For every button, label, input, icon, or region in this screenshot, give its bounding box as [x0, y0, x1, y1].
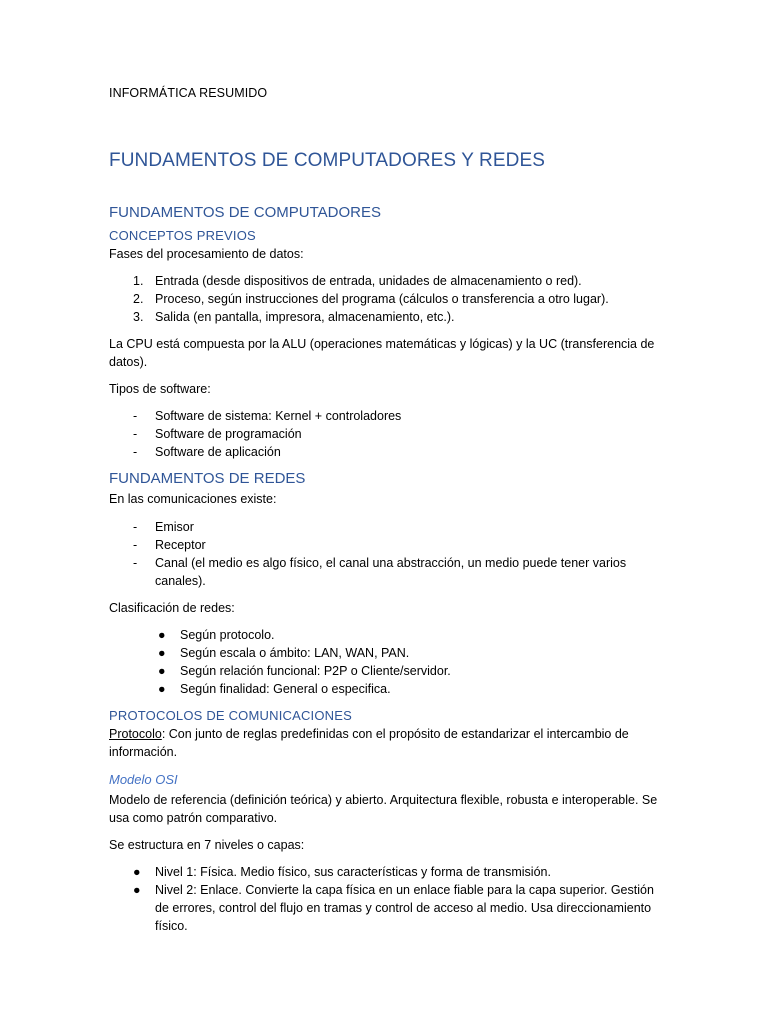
section-heading-protocolos: PROTOCOLOS DE COMUNICACIONES	[109, 708, 353, 723]
list-item	[158, 626, 658, 644]
list-marker: 1.	[133, 274, 144, 288]
list-marker: -	[133, 427, 138, 441]
list-marker: -	[133, 556, 138, 570]
list-item	[133, 554, 653, 590]
bullet-icon: ●	[158, 664, 166, 678]
list-item-text: Canal (el medio es algo físico, el canal una abstracción, un medio puede tener varios canales).	[155, 556, 627, 588]
list-item	[133, 881, 663, 935]
page-title: FUNDAMENTOS DE COMPUTADORES Y REDES	[109, 150, 545, 171]
list-item-text: Nivel 2: Enlace. Convierte la capa física en un enlace fiable para la capa superior. Gestión de errores, control del flujo en tramas y control de acceso al medio. Usa direccionamiento físico.	[155, 883, 654, 933]
paragraph-protocolo	[109, 725, 664, 761]
list-item-text: Emisor	[155, 520, 194, 534]
list-marker: 3.	[133, 310, 144, 324]
paragraph-tipos-software: Tipos de software:	[109, 382, 211, 396]
list-marker: -	[133, 520, 138, 534]
list-marker: -	[133, 409, 138, 423]
paragraph-capas: Se estructura en 7 niveles o capas:	[109, 838, 305, 852]
list-item-text: Software de aplicación	[155, 445, 281, 459]
list-item	[133, 863, 663, 881]
protocol-definition: : Con junto de reglas predefinidas con el propósito de estandarizar el intercambio de información.	[109, 727, 629, 759]
list-item	[133, 308, 653, 326]
list-item	[133, 518, 653, 536]
list-marker: 2.	[133, 292, 144, 306]
document-label: INFORMÁTICA RESUMIDO	[109, 86, 268, 100]
bullet-icon: ●	[158, 682, 166, 696]
section-heading-redes: FUNDAMENTOS DE REDES	[109, 470, 306, 487]
paragraph-osi: Modelo de referencia (definición teórica) y abierto. Arquitectura flexible, robusta e interoperable. Se usa como patrón comparativo.	[109, 793, 658, 825]
list-item-text: Según relación funcional: P2P o Cliente/servidor.	[180, 664, 451, 678]
list-item	[133, 290, 653, 308]
list-item-text: Software de sistema: Kernel + controladores	[155, 409, 402, 423]
list-marker: -	[133, 538, 138, 552]
list-item-text: Salida (en pantalla, impresora, almacenamiento, etc.).	[155, 310, 455, 324]
list-item-text: Entrada (desde dispositivos de entrada, unidades de almacenamiento o red).	[155, 274, 582, 288]
list-item	[158, 644, 658, 662]
list-item-text: Según protocolo.	[180, 628, 275, 642]
protocol-term: Protocolo	[109, 727, 162, 741]
list-marker: -	[133, 445, 138, 459]
paragraph-comunicaciones: En las comunicaciones existe:	[109, 492, 277, 506]
list-item-text: Nivel 1: Física. Medio físico, sus características y forma de transmisión.	[155, 865, 551, 879]
list-item	[158, 662, 658, 680]
bullet-icon: ●	[158, 628, 166, 642]
paragraph-cpu: La CPU está compuesta por la ALU (operaciones matemáticas y lógicas) y la UC (transferencia de datos).	[109, 337, 655, 369]
bullet-icon: ●	[158, 646, 166, 660]
subsection-heading-conceptos: CONCEPTOS PREVIOS	[109, 228, 256, 243]
bullet-icon: ●	[133, 883, 141, 897]
list-item	[133, 272, 653, 290]
section-heading-computadores: FUNDAMENTOS DE COMPUTADORES	[109, 204, 381, 221]
bullet-icon: ●	[133, 865, 141, 879]
subsection-heading-osi: Modelo OSI	[109, 772, 178, 787]
list-item-text: Receptor	[155, 538, 206, 552]
list-item	[133, 425, 653, 443]
list-item-text: Según finalidad: General o especifica.	[180, 682, 391, 696]
paragraph-clasificacion: Clasificación de redes:	[109, 601, 235, 615]
list-item-text: Según escala o ámbito: LAN, WAN, PAN.	[180, 646, 410, 660]
list-item-text: Proceso, según instrucciones del programa (cálculos o transferencia a otro lugar).	[155, 292, 609, 306]
list-item	[133, 407, 653, 425]
list-item	[133, 443, 653, 461]
list-item	[133, 536, 653, 554]
list-item	[158, 680, 658, 698]
list-item-text: Software de programación	[155, 427, 302, 441]
paragraph-fases: Fases del procesamiento de datos:	[109, 247, 304, 261]
